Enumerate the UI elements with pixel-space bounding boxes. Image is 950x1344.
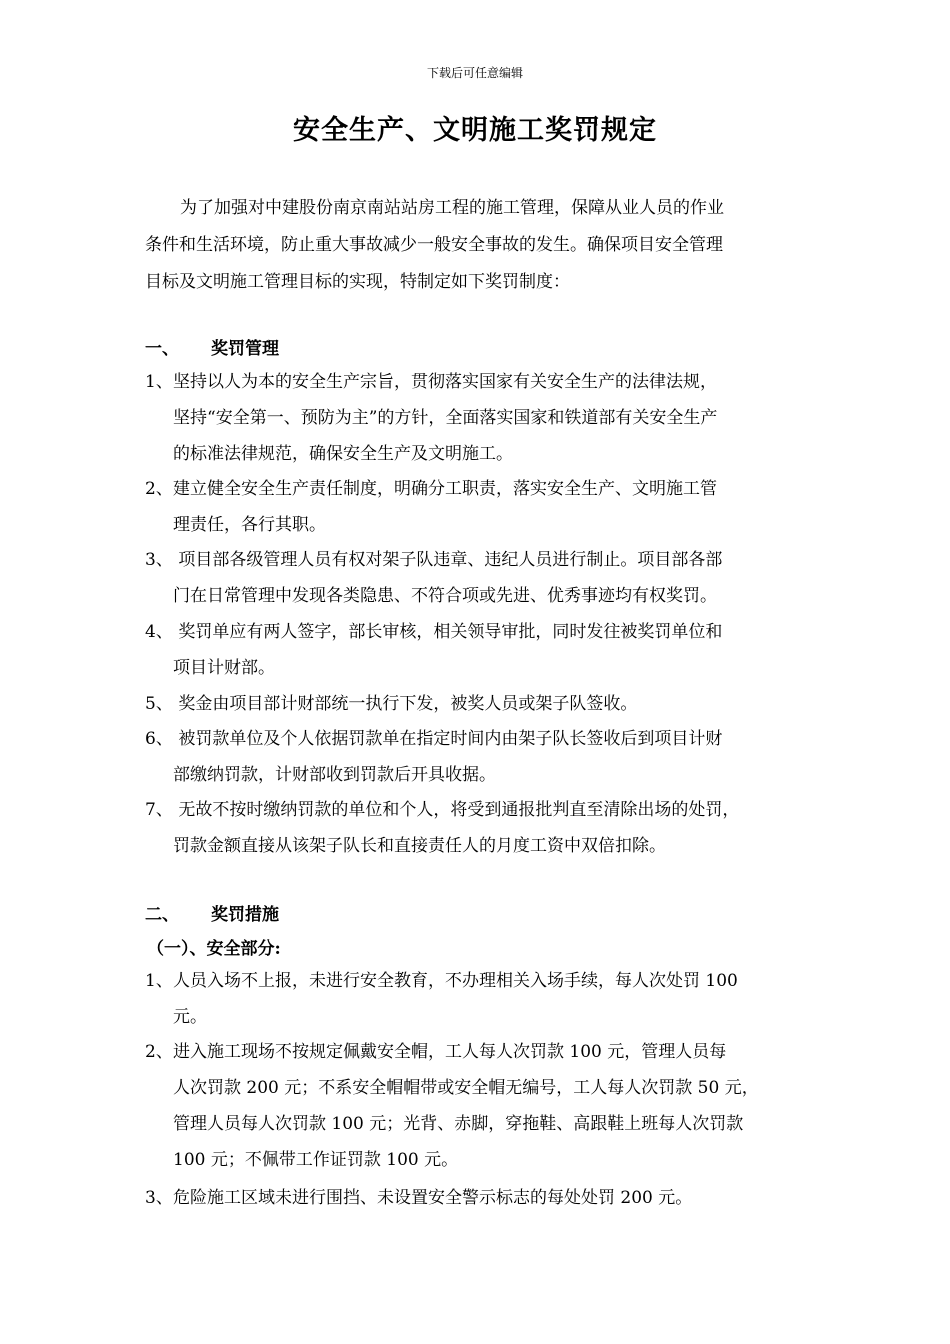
item-number: 3、 — [145, 550, 173, 570]
section-heading-2 — [145, 900, 279, 925]
item-line: 门在日常管理中发现各类隐患、不符合项或先进、优秀事迹均有权奖罚。 — [173, 586, 717, 606]
item-line: 危险施工区域未进行围挡、未设置安全警示标志的每处处罚 200 元。 — [173, 1188, 693, 1208]
section-number: 一、 — [145, 339, 179, 359]
document-title: 安全生产、文明施工奖罚规定 — [293, 115, 657, 146]
item-line: 项目计财部。 — [173, 658, 275, 678]
item-line: 100 元；不佩带工作证罚款 100 元。 — [173, 1150, 459, 1170]
item-line: 管理人员每人次罚款 100 元；光背、赤脚，穿拖鞋、高跟鞋上班每人次罚款 — [173, 1114, 744, 1134]
section-number: 二、 — [145, 905, 179, 925]
item-line: 被罚款单位及个人依据罚款单在指定时间内由架子队长签收后到项目计财 — [173, 729, 723, 749]
subsection-heading: （一）、安全部分: — [147, 939, 281, 959]
item-line: 建立健全安全生产责任制度，明确分工职责，落实安全生产、文明施工管 — [173, 479, 717, 499]
page-header: 下载后可任意编辑 — [426, 66, 523, 80]
item-line: 坚持以人为本的安全生产宗旨，贯彻落实国家有关安全生产的法律法规， — [173, 372, 717, 392]
item-line: 无故不按时缴纳罚款的单位和个人，将受到通报批判直至清除出场的处罚， — [173, 800, 740, 820]
list-item — [145, 542, 820, 614]
item-line: 人次罚款 200 元；不系安全帽帽带或安全帽无编号，工人每人次罚款 50 元， — [173, 1078, 759, 1098]
item-number: 1、 — [145, 372, 173, 392]
item-line: 元。 — [173, 1007, 207, 1027]
item-number: 4、 — [145, 622, 173, 642]
item-line: 进入施工现场不按规定佩戴安全帽，工人每人次罚款 100 元，管理人员每 — [173, 1042, 727, 1062]
list-item — [145, 614, 820, 686]
section-title: 奖罚措施 — [211, 905, 279, 925]
item-line: 奖罚单应有两人签字，部长审核，相关领导审批，同时发往被奖罚单位和 — [173, 622, 723, 642]
list-item — [145, 1034, 820, 1178]
section-title: 奖罚管理 — [211, 339, 279, 359]
item-line: 项目部各级管理人员有权对架子队违章、违纪人员进行制止。项目部各部 — [173, 550, 723, 570]
item-number: 1、 — [145, 971, 173, 991]
list-item — [145, 963, 820, 1035]
section-heading-1 — [145, 334, 279, 359]
list-item — [145, 471, 820, 543]
item-number: 5、 — [145, 694, 173, 714]
intro-line: 目标及文明施工管理目标的实现，特制定如下奖罚制度： — [145, 272, 570, 292]
item-number: 2、 — [145, 479, 173, 499]
list-item — [145, 686, 820, 722]
list-item — [145, 792, 820, 864]
item-line: 奖金由项目部计财部统一执行下发，被奖人员或架子队签收。 — [173, 694, 638, 714]
item-line: 的标准法律规范，确保安全生产及文明施工。 — [173, 444, 513, 464]
item-line: 部缴纳罚款，计财部收到罚款后开具收据。 — [173, 765, 496, 785]
intro-line: 条件和生活环境，防止重大事故减少一般安全事故的发生。确保项目安全管理 — [145, 235, 723, 255]
item-number: 2、 — [145, 1042, 173, 1062]
item-line: 理责任，各行其职。 — [173, 515, 326, 535]
item-line: 罚款金额直接从该架子队长和直接责任人的月度工资中双倍扣除。 — [173, 836, 666, 856]
list-item — [145, 1180, 820, 1216]
item-line: 坚持“安全第一、预防为主”的方针，全面落实国家和铁道部有关安全生产 — [173, 408, 718, 428]
list-item — [145, 721, 820, 793]
item-number: 3、 — [145, 1188, 173, 1208]
item-number: 6、 — [145, 729, 173, 749]
list-item — [145, 364, 820, 472]
item-line: 人员入场不上报，未进行安全教育，不办理相关入场手续，每人次处罚 100 — [173, 971, 738, 991]
intro-line: 为了加强对中建股份南京南站站房工程的施工管理，保障从业人员的作业 — [180, 198, 724, 218]
item-number: 7、 — [145, 800, 173, 820]
